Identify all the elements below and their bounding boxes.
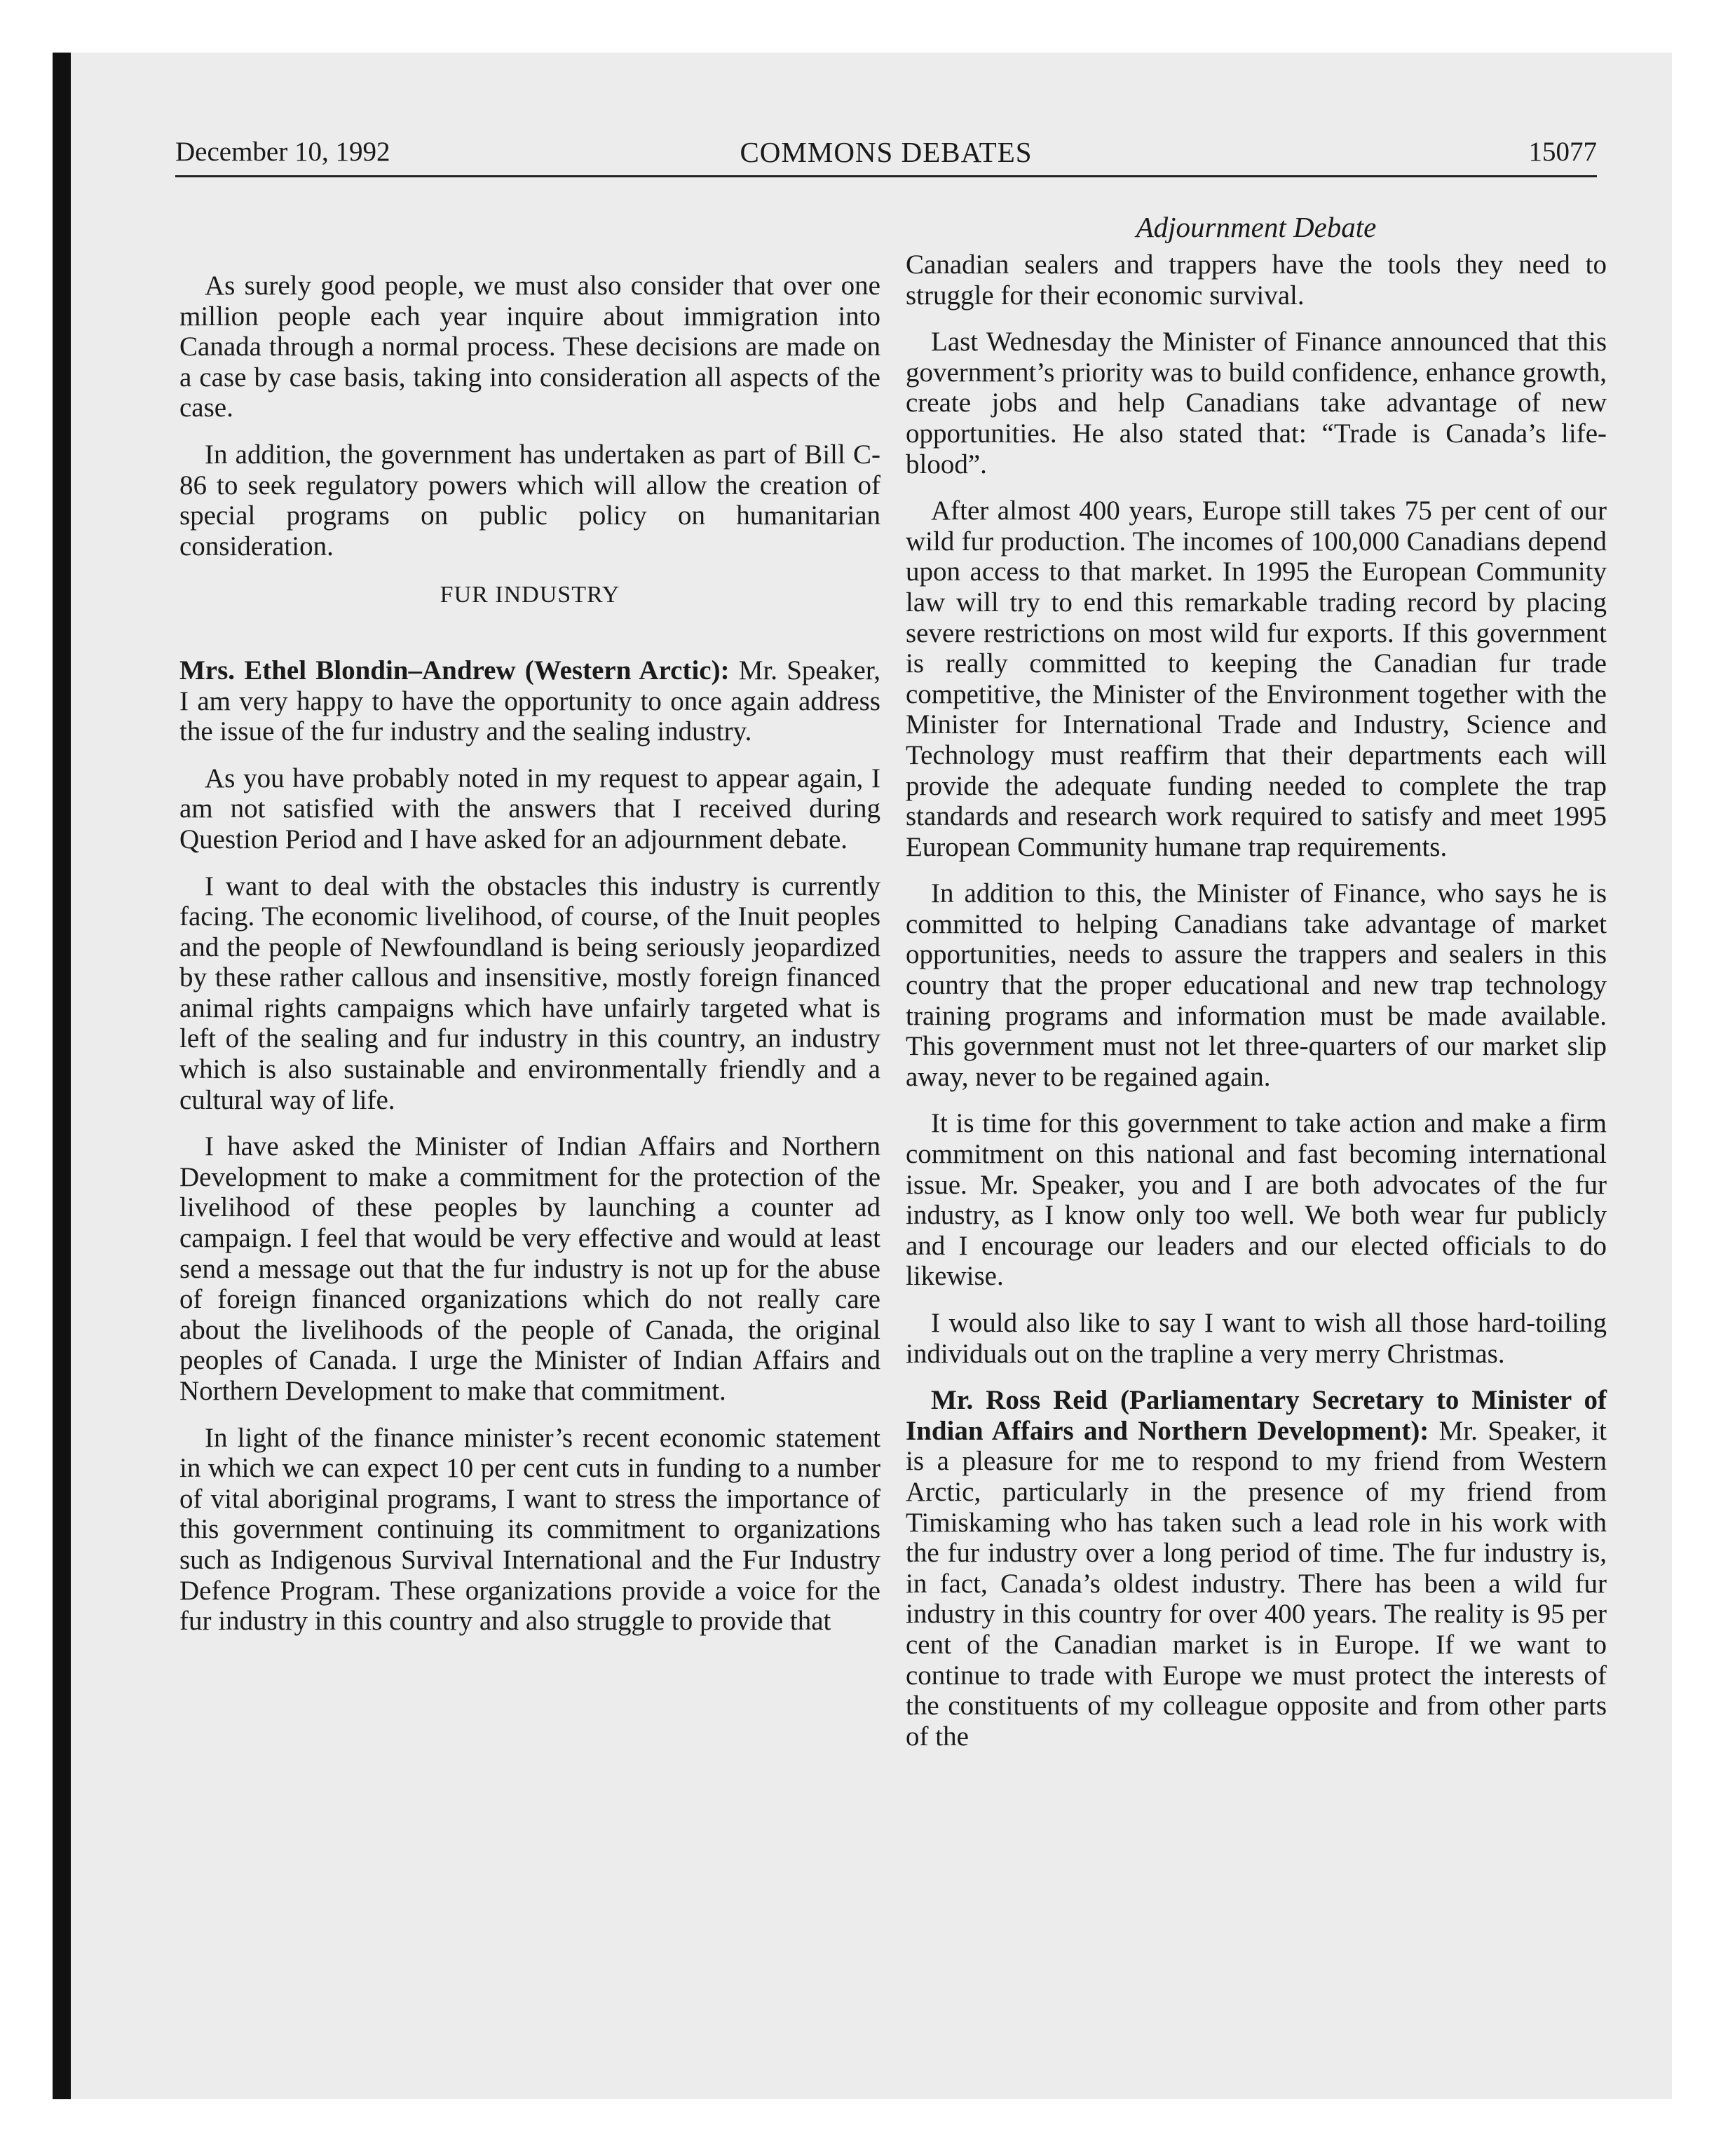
paragraph: As surely good people, we must also consider that over one million people each year inquire about immigration into Canada through a normal process. These decisions are made on a case by case basis, taking into consideration all aspects of the case. (179, 271, 880, 423)
header-date: December 10, 1992 (175, 137, 390, 167)
paragraph: As you have probably noted in my request to appear again, I am not satisfied with the answers that I received during Question Period and I have asked for an adjournment debate. (179, 763, 880, 854)
right-column (906, 205, 1607, 1768)
paragraph: In addition to this, the Minister of Finance, who says he is committed to helping Canadians take advantage of market opportunities, needs to assure the trappers and sealers in this country that the proper educational and new trap technology training programs and information must be made available. This government must not let three-quarters of our market slip away, never to be regained again. (906, 878, 1607, 1092)
speech-paragraph (179, 655, 880, 747)
paragraph: Last Wednesday the Minister of Finance announced that this government’s priority was to build confidence, enhance growth, create jobs and help Canadians take advantage of new opportunities. He also stated that: “Trade is Canada’s life-blood”. (906, 327, 1607, 479)
section-heading: FUR INDUSTRY (440, 582, 620, 608)
speech-text: Mr. Speaker, I am very happy to have the opportunity to once again address the issue of the fur industry and the sealing industry. (179, 655, 880, 747)
header-journal-title: COMMONS DEBATES (740, 136, 1033, 168)
left-column-top-space (179, 205, 880, 271)
scan-edge-shadow (53, 53, 71, 2099)
paragraph: Canadian sealers and trappers have the tools they need to struggle for their economic survival. (906, 250, 1607, 311)
paragraph: In light of the finance minister’s recent economic statement in which we can expect 10 per cent cuts in funding to a number of vital aboriginal programs, I want to stress the importance of this government continuing its commitment to organizations such as Indigenous Survival International and the Fur Industry Defence Program. These organizations provide a voice for the fur industry in this country and also struggle to provide that (179, 1422, 880, 1637)
paragraph: In addition, the government has undertaken as part of Bill C-86 to seek regulatory powers which will allow the creation of special programs on public policy on humanitarian consideration. (179, 439, 880, 561)
paragraph: After almost 400 years, Europe still takes 75 per cent of our wild fur production. The incomes of 100,000 Canadians depend upon access to that market. In 1995 the European Community law will try to end this remarkable trading record by placing severe restrictions on most wild fur exports. If this government is really committed to keeping the Canadian fur trade competitive, the Minister of the Environment together with the Minister for International Trade and Industry, Science and Technology must reaffirm that their departments each will provide the adequate funding needed to complete the trap standards and research work required to satisfy and meet 1995 European Community humane trap requirements. (906, 496, 1607, 862)
running-head: Adjournment Debate (1136, 211, 1377, 243)
header-page-number: 15077 (1528, 137, 1597, 167)
speech-text: Mr. Speaker, it is a pleasure for me to respond to my friend from Western Arctic, particularly in the presence of my friend from Timiskaming who has taken such a lead role in his work with the fur industry over a long period of time. The fur industry is, in fact, Canada’s oldest industry. There has been a wild fur industry in this country for over 400 years. The reality is 95 per cent of the Canadian market is in Europe. If we want to continue to trade with Europe we must protect the interests of the constituents of my colleague opposite and from other parts of the (906, 1415, 1607, 1752)
page-header (175, 128, 1597, 177)
speaker-name: Mrs. Ethel Blondin–Andrew (Western Arctic): (179, 655, 730, 685)
header-rule (175, 175, 1597, 177)
paragraph: It is time for this government to take action and make a firm commitment on this national and fast becoming international issue. Mr. Speaker, you and I are both advocates of the fur industry, as I know only too well. We both wear fur publicly and I encourage our leaders and our elected officials to do likewise. (906, 1108, 1607, 1292)
paragraph: I would also like to say I want to wish all those hard-toiling individuals out on the trapline a very merry Christmas. (906, 1308, 1607, 1369)
speaker-name: Mr. Ross Reid (Parliamentary Secretary to Minister of Indian Affairs and Northern Development): (906, 1385, 1607, 1446)
paragraph: I want to deal with the obstacles this industry is currently facing. The economic livelihood, of course, of the Inuit peoples and the people of Newfoundland is being seriously jeopardized by these rather callous and insensitive, mostly foreign financed animal rights campaigns which have unfairly targeted what is left of the sealing and fur industry in this country, an industry which is also sustainable and environmentally friendly and a cultural way of life. (179, 871, 880, 1115)
left-column (179, 205, 880, 1653)
paragraph: I have asked the Minister of Indian Affairs and Northern Development to make a commitment for the protection of the livelihood of these peoples by launching a counter ad campaign. I feel that would be very effective and would at least send a message out that the fur industry is not up for the abuse of foreign financed organizations which do not really care about the livelihoods of the people of Canada, the original peoples of Canada. I urge the Minister of Indian Affairs and Northern Development to make that commitment. (179, 1131, 880, 1406)
speech-paragraph (906, 1385, 1607, 1752)
